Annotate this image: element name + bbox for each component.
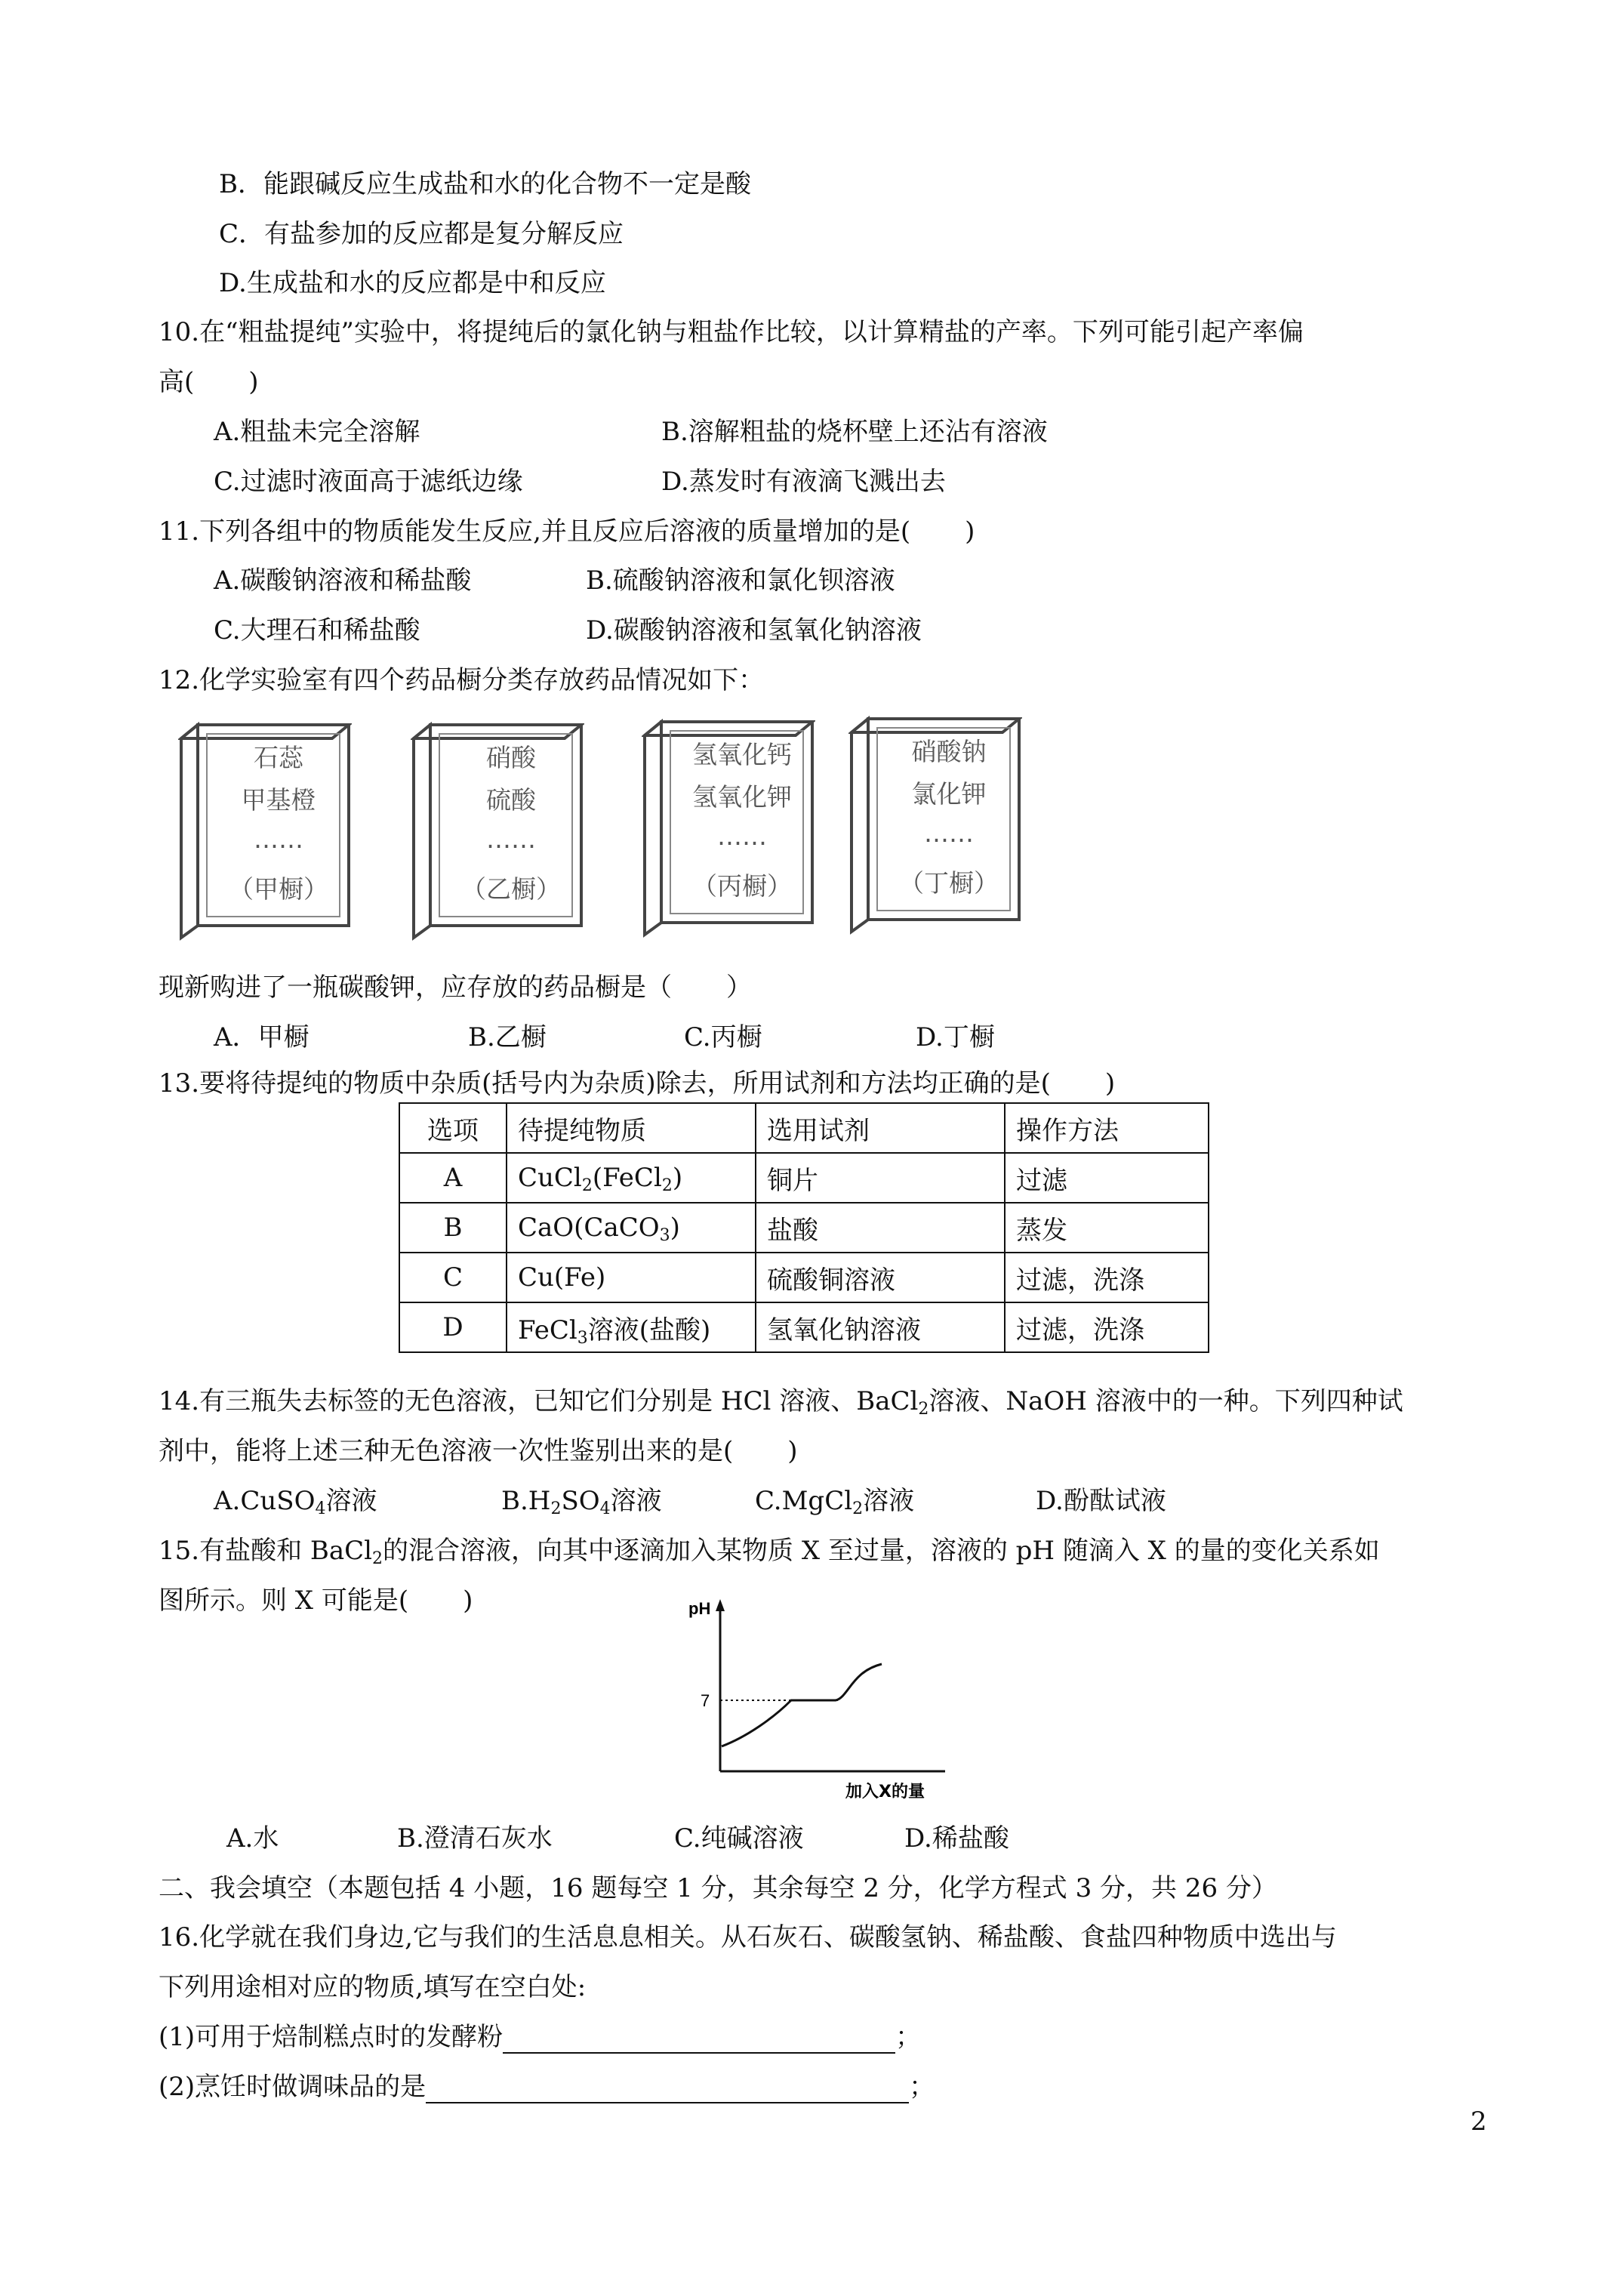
- cabinet-label: （甲橱）: [229, 874, 328, 904]
- cabinet-jia: [178, 722, 352, 941]
- table-row: [399, 1153, 1209, 1203]
- table-cell-reagent: 铜片: [756, 1153, 1005, 1203]
- y-axis-label: pH: [688, 1599, 711, 1618]
- q16-stem-line2: 下列用途相对应的物质,填写在空白处:: [159, 1972, 587, 2002]
- cabinet-bing: [642, 719, 815, 938]
- q11-stem: 11.下列各组中的物质能发生反应,并且反应后溶液的质量增加的是( ): [159, 516, 975, 547]
- table-header: 操作方法: [1005, 1103, 1209, 1153]
- cabinet-yi: [411, 722, 584, 941]
- cabinet-dots: ……: [717, 821, 767, 851]
- table-cell-substance: FeCl$_3$溶液(盐酸): [507, 1302, 756, 1352]
- table-cell-method: 蒸发: [1005, 1203, 1209, 1253]
- cabinet-dots: ……: [254, 824, 303, 854]
- cabinet-line2: 氢氧化钾: [692, 782, 792, 812]
- table-header: 选用试剂: [756, 1103, 1005, 1153]
- answer-blank[interactable]: [503, 2025, 895, 2054]
- q13-stem: 13.要将待提纯的物质中杂质(括号内为杂质)除去，所用试剂和方法均正确的是( ): [159, 1068, 1116, 1099]
- table-cell-substance: CuCl$_2$(FeCl$_2$): [507, 1153, 756, 1203]
- q12-option-d: D.丁橱: [916, 1022, 995, 1052]
- table-cell-substance: CaO(CaCO$_3$): [507, 1203, 756, 1253]
- cabinet-line2: 硫酸: [486, 785, 536, 815]
- q10-option-c: C.过滤时液面高于滤纸边缘: [214, 467, 523, 497]
- page-number: 2: [1471, 2106, 1487, 2137]
- q16-stem-line1: 16.化学就在我们身边,它与我们的生活息息相关。从石灰石、碳酸氢钠、稀盐酸、食盐四种物质中选出与: [159, 1922, 1337, 1952]
- q12-stem: 12.化学实验室有四个药品橱分类存放药品情况如下：: [159, 665, 765, 695]
- q14-stem-line1: 14.有三瓶失去标签的无色溶液，已知它们分别是 HCl 溶液、BaCl$_2$溶液、NaOH 溶液中的一种。下列四种试: [159, 1386, 1403, 1419]
- q10-stem-line2: 高( ): [159, 367, 259, 397]
- q15-stem-line2: 图所示。则 X 可能是( ): [159, 1586, 473, 1616]
- q12-option-c: C.丙橱: [684, 1022, 762, 1052]
- q14-option-d: D.酚酞试液: [1036, 1486, 1166, 1516]
- cabinet-line1: 氢氧化钙: [692, 740, 792, 769]
- cabinet-label: （丙橱）: [692, 871, 792, 901]
- cabinet-line1: 硝酸: [486, 743, 536, 772]
- q15-option-d: D.稀盐酸: [904, 1823, 1009, 1854]
- table-cell-method: 过滤，洗涤: [1005, 1253, 1209, 1302]
- q10-option-b: B.溶解粗盐的烧杯壁上还沾有溶液: [661, 417, 1048, 447]
- q15-option-c: C.纯碱溶液: [674, 1823, 804, 1854]
- q11-option-d: D.碳酸钠溶液和氢氧化钠溶液: [586, 615, 922, 646]
- table-header: 待提纯物质: [507, 1103, 756, 1153]
- ph-curve-chart: [679, 1593, 966, 1804]
- q10-stem-line1: 10.在“粗盐提纯”实验中，将提纯后的氯化钠与粗盐作比较，以计算精盐的产率。下列可能引起产率偏: [159, 317, 1304, 347]
- q15-option-a: A.水: [226, 1823, 279, 1854]
- y-tick-label: 7: [701, 1691, 710, 1710]
- q16-part2: (2)烹饪时做调味品的是 ；: [159, 2072, 935, 2102]
- q14-option-c: C.MgCl$_2$溶液: [755, 1486, 915, 1518]
- table-cell-option: A: [399, 1153, 507, 1203]
- q11-option-b: B.硫酸钠溶液和氯化钡溶液: [586, 566, 895, 596]
- x-axis-label: 加入X的量: [845, 1783, 925, 1801]
- table-row: [399, 1253, 1209, 1302]
- q12-question: 现新购进了一瓶碳酸钾，应存放的药品橱是（ ）: [159, 972, 752, 1003]
- q14-stem-line2: 剂中，能将上述三种无色溶液一次性鉴别出来的是( ): [159, 1436, 798, 1466]
- table-cell-option: D: [399, 1302, 507, 1352]
- cabinet-line1: 石蕊: [254, 743, 303, 772]
- table-header-row: [399, 1103, 1209, 1153]
- table-row: [399, 1302, 1209, 1352]
- cabinet-line2: 氯化钾: [911, 779, 987, 809]
- cabinet-line2: 甲基橙: [241, 785, 316, 815]
- q16-part1: (1)可用于焙制糕点时的发酵粉 ；: [159, 2022, 922, 2052]
- cabinet-dots: ……: [486, 824, 536, 854]
- purification-table: [399, 1102, 1209, 1353]
- table-cell-substance: Cu(Fe): [507, 1253, 756, 1302]
- q14-option-b: $B.H_2SO_4$溶液: [501, 1486, 662, 1518]
- q9-option-d: D.生成盐和水的反应都是中和反应: [219, 268, 606, 298]
- q15-stem-line1: 15.有盐酸和 BaCl$_2$的混合溶液，向其中逐滴加入某物质 X 至过量，溶液的 pH 随滴入 X 的量的变化关系如: [159, 1536, 1380, 1568]
- table-cell-method: 过滤，洗涤: [1005, 1302, 1209, 1352]
- q14-option-a: A.CuSO$_4$溶液: [214, 1486, 377, 1518]
- cabinet-ding: [848, 716, 1022, 935]
- q9-option-c: C．有盐参加的反应都是复分解反应: [219, 219, 624, 249]
- q12-option-b: B.乙橱: [468, 1022, 547, 1052]
- table-cell-reagent: 硫酸铜溶液: [756, 1253, 1005, 1302]
- table-cell-reagent: 盐酸: [756, 1203, 1005, 1253]
- y-axis-arrow-icon: [716, 1599, 725, 1611]
- q11-option-a: A.碳酸钠溶液和稀盐酸: [214, 566, 472, 596]
- section-heading: 二、我会填空（本题包括 4 小题，16 题每空 1 分，其余每空 2 分，化学方程式 3 分，共 26 分）: [159, 1873, 1277, 1903]
- ph-curve: [722, 1664, 882, 1746]
- table-header: 选项: [399, 1103, 507, 1153]
- q11-option-c: C.大理石和稀盐酸: [214, 615, 420, 646]
- table-cell-method: 过滤: [1005, 1153, 1209, 1203]
- q10-option-d: D.蒸发时有液滴飞溅出去: [661, 467, 946, 497]
- q9-option-b: B．能跟碱反应生成盐和水的化合物不一定是酸: [219, 169, 751, 199]
- cabinet-dots: ……: [924, 818, 974, 848]
- cabinet-line1: 硝酸钠: [911, 737, 987, 766]
- table-row: [399, 1203, 1209, 1253]
- cabinet-label: （丁橱）: [899, 868, 999, 898]
- q12-option-a: A．甲橱: [214, 1022, 310, 1052]
- answer-blank[interactable]: [426, 2075, 909, 2103]
- table-cell-option: B: [399, 1203, 507, 1253]
- table-cell-option: C: [399, 1253, 507, 1302]
- table-cell-reagent: 氢氧化钠溶液: [756, 1302, 1005, 1352]
- q15-option-b: B.澄清石灰水: [397, 1823, 553, 1854]
- q10-option-a: A.粗盐未完全溶解: [214, 417, 420, 447]
- cabinet-label: （乙橱）: [461, 874, 561, 904]
